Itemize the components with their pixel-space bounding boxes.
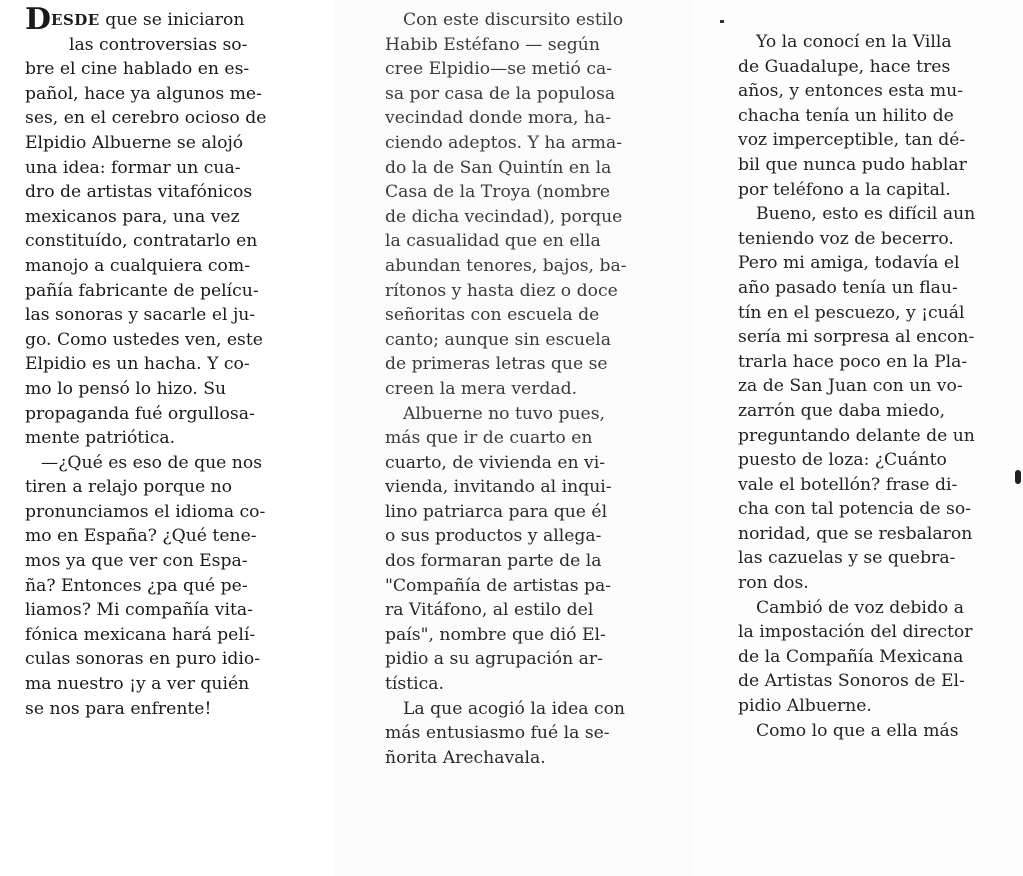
text-line: tística. [385, 674, 444, 695]
text-line: ña? Entonces ¿pa qué pe- [25, 575, 248, 596]
text-line: canto; aunque sin escuela [385, 329, 611, 350]
text-line: Elpidio es un hacha. Y co- [25, 354, 250, 375]
text-line: país", nombre que dió El- [385, 624, 606, 645]
print-speck [720, 20, 724, 23]
lead-smallcaps: ESDE [51, 11, 100, 29]
text-line: pidio a su agrupación ar- [385, 649, 603, 670]
text-line: pidio Albuerne. [738, 696, 872, 717]
text-line: las controversias so- [69, 34, 248, 55]
text-line: por teléfono a la capital. [738, 179, 951, 200]
text-line: chacha tenía un hilito de [738, 105, 954, 126]
text-line: Albuerne no tuvo pues, [403, 403, 605, 424]
text-line: manojo a cualquiera com- [25, 255, 250, 276]
text-line: creen la mera verdad. [385, 378, 578, 399]
text-line: go. Como ustedes ven, este [25, 329, 263, 350]
text-line: más que ir de cuarto en [385, 428, 593, 449]
text-line: do la de San Quintín en la [385, 157, 612, 178]
text-line: Habib Estéfano — según [385, 34, 600, 55]
text-line: constituído, contratarlo en [25, 231, 258, 252]
text-line: de Guadalupe, hace tres [738, 56, 951, 77]
text-line: las sonoras y sacarle el ju- [25, 305, 256, 326]
text-line: cree Elpidio—se metió ca- [385, 59, 613, 80]
text-line: de primeras letras que se [385, 354, 608, 375]
text-line: mos ya que ver con Espa- [25, 551, 248, 572]
text-line: más entusiasmo fué la se- [385, 723, 610, 744]
text-line: de dicha vecindad), porque [385, 206, 623, 227]
text-line: abundan tenores, bajos, ba- [385, 255, 627, 276]
text-line: mo lo pensó lo hizo. Su [25, 378, 227, 399]
text-line: teniendo voz de becerro. [738, 228, 954, 249]
text-line: ron dos. [738, 573, 809, 594]
text-line: año pasado tenía un flau- [738, 277, 958, 298]
text-line: ñorita Arechavala. [385, 747, 546, 768]
text-line: Como lo que a ella más [756, 720, 959, 741]
text-line: mexicanos para, una vez [25, 206, 240, 227]
text-line: liamos? Mi compañía vita- [25, 600, 253, 621]
text-line: rítonos y hasta diez o doce [385, 280, 618, 301]
text-line: bre el cine hablado en es- [25, 59, 250, 80]
text-line: La que acogió la idea con [403, 698, 625, 719]
text-line: ra Vitáfono, al estilo del [385, 600, 594, 621]
text-line: pañía fabricante de pelícu- [25, 280, 259, 301]
text-line: las cazuelas y se quebra- [738, 548, 956, 569]
edge-speck [1015, 470, 1021, 484]
text-line: tín en el pescuezo, y ¡cuál [738, 302, 965, 323]
text-line: ciendo adeptos. Y ha arma- [385, 132, 623, 153]
text-line: ma nuestro ¡y a ver quién [25, 674, 250, 695]
text-line: voz imperceptible, tan dé- [738, 130, 966, 151]
text-line: "Compañía de artistas pa- [385, 575, 612, 596]
text-line: señoritas con escuela de [385, 305, 600, 326]
text-line: Casa de la Troya (nombre [385, 182, 611, 203]
text-line: fónica mexicana hará pelí- [25, 624, 256, 645]
text-line: vienda, invitando al inqui- [385, 477, 612, 498]
text-line: una idea: formar un cua- [25, 157, 241, 178]
text-line: noridad, que se resbalaron [738, 523, 973, 544]
drop-cap: D [25, 2, 52, 37]
text-line: la casualidad que en ella [385, 231, 601, 252]
text-line: se nos para enfrente! [25, 698, 212, 719]
text-line: tiren a relajo porque no [25, 477, 232, 498]
text-line: mo en España? ¿Qué tene- [25, 526, 257, 547]
text-line: vale el botellón? frase di- [738, 474, 958, 495]
text-line: preguntando delante de un [738, 425, 975, 446]
text-line: Pero mi amiga, todavía el [738, 253, 960, 274]
text-line: Elpidio Albuerne se alojó [25, 132, 244, 153]
text-line: mente patriótica. [25, 428, 176, 449]
text-line: años, y entonces esta mu- [738, 81, 964, 102]
text-line: sa por casa de la populosa [385, 83, 616, 104]
text-line: sería mi sorpresa al encon- [738, 327, 975, 348]
text-line: zarrón que daba miedo, [738, 400, 946, 421]
text-line: cha con tal potencia de so- [738, 499, 971, 520]
text-line: puesto de loza: ¿Cuánto [738, 450, 947, 471]
text-line: cuarto, de vivienda en vi- [385, 452, 606, 473]
text-line: pañol, hace ya algunos me- [25, 83, 262, 104]
text-line: Bueno, esto es difícil aun [756, 204, 976, 225]
text-line: —¿Qué es eso de que nos [41, 452, 263, 473]
article-column-3 [693, 0, 1023, 876]
text-line: o sus productos y allega- [385, 526, 602, 547]
text-line: trarla hace poco en la Pla- [738, 351, 968, 372]
text-line: la impostación del director [738, 622, 973, 643]
text-line: culas sonoras en puro idio- [25, 649, 261, 670]
lead-rest: que se iniciaron [99, 10, 245, 30]
text-line: lino patriarca para que él [385, 501, 608, 522]
text-line: Con este discursito estilo [403, 10, 624, 30]
text-line: de Artistas Sonoros de El- [738, 671, 965, 692]
text-line: bil que nunca pudo hablar [738, 154, 967, 175]
text-line: pronunciamos el idioma co- [25, 501, 266, 522]
text-line: ses, en el cerebro ocioso de [25, 108, 267, 129]
text-line: Cambió de voz debido a [756, 597, 964, 618]
text-line: dos formaran parte de la [385, 551, 602, 572]
article-column-2 [335, 0, 693, 876]
text-line: propaganda fué orgullosa- [25, 403, 255, 424]
text-line: za de San Juan con un vo- [738, 376, 963, 397]
text-line: Yo la conocí en la Villa [756, 32, 952, 52]
article-column-1 [0, 0, 335, 876]
text-line: vecindad donde mora, ha- [385, 108, 612, 129]
lead-line [25, 2, 335, 37]
text-line: dro de artistas vitafónicos [25, 182, 253, 203]
text-line: de la Compañía Mexicana [738, 646, 964, 667]
